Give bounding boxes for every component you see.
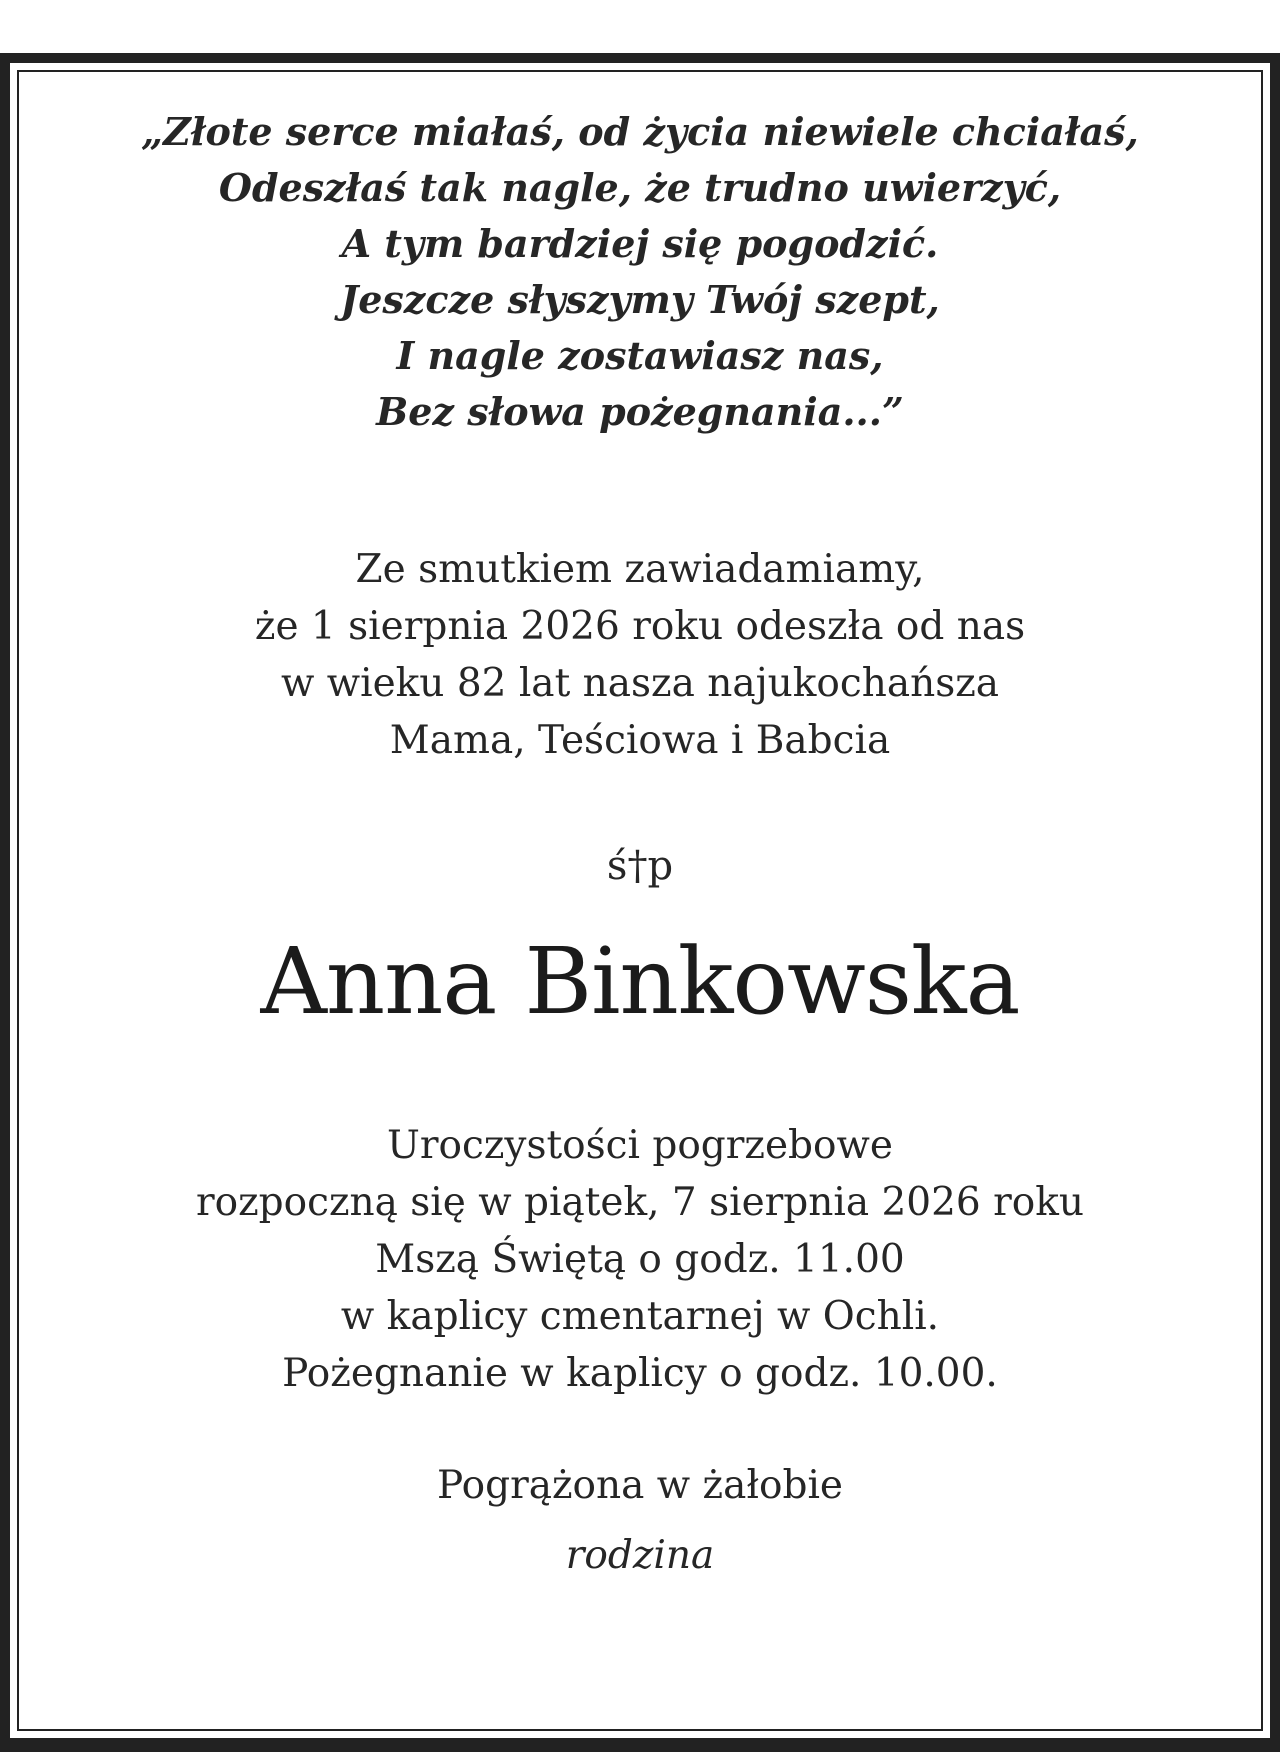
family-signature: rodzina (565, 1533, 715, 1578)
honorific-stp: ś†p (606, 843, 674, 889)
death-notice (0, 541, 1280, 769)
memorial-poem (0, 104, 1280, 440)
funeral-line: Uroczystości pogrzebowe (387, 1123, 893, 1168)
poem-line: „Złote serce miałaś, od życia niewiele chciałaś, (141, 109, 1139, 154)
funeral-line: Mszą Świętą o godz. 11.00 (375, 1237, 905, 1282)
poem-line: Odeszłaś tak nagle, że trudno uwierzyć, (218, 165, 1062, 210)
notice-line: Ze smutkiem zawiadamiamy, (355, 547, 925, 592)
funeral-line: Pożegnanie w kaplicy o godz. 10.00. (282, 1351, 998, 1396)
notice-line: że 1 sierpnia 2026 roku odeszła od nas (254, 604, 1026, 649)
funeral-details (0, 1117, 1280, 1402)
poem-line: Bez słowa pożegnania...” (376, 389, 904, 434)
poem-line: A tym bardziej się pogodzić. (341, 221, 939, 266)
deceased-name: Anna Binkowska (260, 928, 1020, 1035)
poem-line: Jeszcze słyszymy Twój szept, (340, 277, 940, 322)
notice-line: w wieku 82 lat nasza najukochańsza (280, 661, 1000, 706)
mourning-statement: Pogrążona w żałobie (436, 1463, 843, 1508)
poem-line: I nagle zostawiasz nas, (396, 333, 884, 378)
notice-line: Mama, Teściowa i Babcia (389, 718, 891, 763)
funeral-line: w kaplicy cmentarnej w Ochli. (340, 1294, 940, 1339)
funeral-line: rozpoczną się w piątek, 7 sierpnia 2026 roku (195, 1180, 1085, 1225)
